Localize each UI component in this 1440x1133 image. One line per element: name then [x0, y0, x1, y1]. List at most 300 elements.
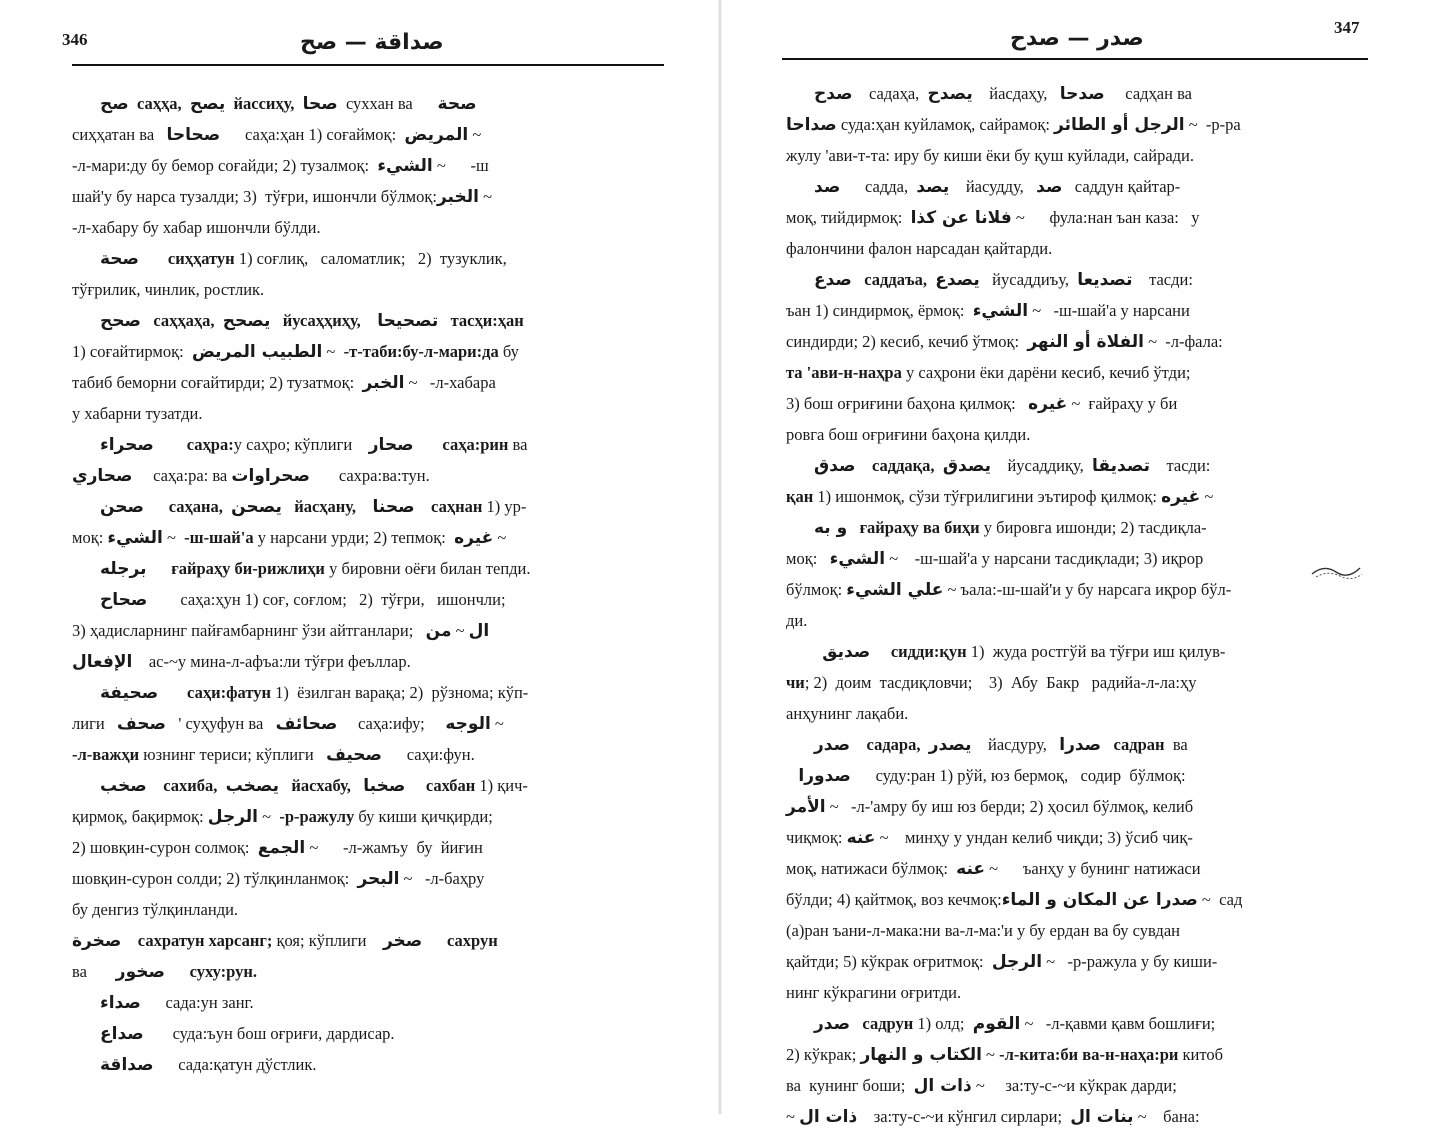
definition-text: 3) ҳадисларнинг пайғамбарнинг ўзи айтганлари; [72, 621, 426, 640]
entry-line [72, 88, 672, 119]
definition-text: ~ [981, 1045, 1000, 1064]
entry-lines [786, 78, 1382, 1132]
arabic-headword: صحح [100, 311, 141, 331]
arabic-headword: صحا [302, 94, 338, 114]
definition-text: бўлмоқ: [786, 580, 847, 599]
arabic-headword: صدق [814, 456, 856, 476]
definition-text [182, 94, 190, 113]
entry-line [72, 305, 672, 336]
arabic-headword: فلانا عن كذا [910, 208, 1012, 228]
arabic-headword: صحة [100, 249, 139, 269]
entry-line [786, 791, 1382, 822]
arabic-headword: صخب [100, 776, 147, 796]
definition-text [847, 518, 859, 537]
arabic-headword: الشيء [972, 301, 1029, 321]
arabic-headword: صحف [117, 714, 166, 734]
entry-line [72, 398, 672, 429]
definition-text [147, 776, 164, 795]
definition-text: юзнинг териси; кўплиги [139, 745, 327, 764]
definition-text [927, 270, 935, 289]
definition-text: ~ сад [1197, 890, 1243, 909]
page-body [72, 88, 672, 1080]
entry-line [72, 863, 672, 894]
definition-text: сиҳҳатан ва [72, 125, 167, 144]
definition-text [438, 311, 450, 330]
definition-text: ~ бана: [1133, 1107, 1200, 1126]
arabic-headword: الشيء [829, 549, 886, 569]
definition-text: ~ [451, 621, 469, 640]
arabic-headword: يصحن [231, 497, 282, 517]
arabic-headword: صدح [814, 84, 853, 104]
entry-line [786, 450, 1382, 481]
left-page [0, 0, 720, 1114]
definition-text: ~ ғайраҳу у би [1067, 394, 1178, 413]
transliteration: саҳра: [186, 435, 234, 454]
arabic-headword: يصدق [942, 456, 991, 476]
entry-line [72, 212, 672, 243]
arabic-headword: صحاح [100, 590, 148, 610]
transliteration: садран [1113, 735, 1165, 754]
definition-text [422, 931, 447, 950]
definition-text: у саҳро; кўплиги [233, 435, 369, 454]
definition-text: у саҳрони ёки дарёни кесиб, кечиб ўтди; [901, 363, 1191, 382]
definition-text [415, 497, 432, 516]
definition-text: 1) соғлиқ, саломатлик; 2) тузуклик, [234, 249, 507, 268]
entry-line [72, 739, 672, 770]
definition-text: ровга бош оғриғини баҳона қилди. [786, 425, 1031, 444]
transliteration: -л-кита:би ва-н-наҳа:ри [999, 1045, 1179, 1064]
arabic-headword: ذات ال [913, 1076, 972, 1096]
arabic-headword: البحر [357, 869, 400, 889]
definition-text: сада:ун занг. [140, 993, 254, 1012]
entry-line [786, 1008, 1382, 1039]
arabic-headword: ذات ال [799, 1107, 858, 1127]
definition-text: нинг кўкрагини оғритди. [786, 983, 962, 1002]
definition-text: тасди: [1132, 270, 1193, 289]
entry-line [72, 460, 672, 491]
transliteration: тасҳи:ҳан [450, 311, 524, 330]
definition-text [356, 497, 373, 516]
definition-text: ва [72, 962, 116, 981]
entry-line [786, 481, 1382, 512]
arabic-headword: صداحا [786, 115, 837, 135]
definition-text [146, 559, 171, 578]
transliteration: йасхабу, [291, 776, 351, 795]
arabic-headword: صحنا [372, 497, 415, 517]
definition-text: тасди: [1149, 456, 1211, 475]
definition-text: саҳа:ҳун 1) соғ, соғлом; 2) тўғри, ишончли; [147, 590, 506, 609]
definition-text: йусаддиқу, [990, 456, 1093, 475]
transliteration: саддаъа, [864, 270, 927, 289]
transliteration: сидди:қун [890, 642, 967, 661]
definition-text [223, 497, 231, 516]
definition-text: моқ: [786, 549, 830, 568]
definition-text: жулу 'ави-т-та: иру бу киши ёки бу қуш куйлади, сайради. [786, 146, 1195, 165]
entry-line [72, 181, 672, 212]
definition-text [144, 497, 169, 516]
definition-text: ~ [322, 342, 344, 361]
definition-text: 2) шовқин-сурон солмоқ: [72, 838, 258, 857]
entry-line [786, 543, 1382, 574]
arabic-headword: الكتاب و النهار [860, 1045, 982, 1065]
definition-text: ~ -ш [432, 156, 489, 175]
entry-line [786, 512, 1382, 543]
transliteration: сахрун [446, 931, 498, 950]
transliteration: садара, [866, 735, 921, 754]
definition-text: ~ ъанҳу у бунинг натижаси [985, 859, 1201, 878]
definition-text: ~ -р-ра [1184, 115, 1241, 134]
definition-text: ва [1164, 735, 1188, 754]
transliteration: саҳҳа, [136, 94, 182, 113]
definition-text [165, 962, 190, 981]
arabic-headword: صحيفة [100, 683, 159, 703]
arabic-headword: الشيء [107, 528, 163, 548]
definition-text: суда:ҳан куйламоқ, сайрамоқ: [836, 115, 1055, 134]
arabic-headword: يصدح [927, 84, 973, 104]
arabic-headword: صحن [100, 497, 144, 517]
entry-line [72, 150, 672, 181]
entry-line [72, 770, 672, 801]
definition-text [351, 776, 363, 795]
arabic-headword: تصحيحا [377, 311, 439, 331]
transliteration: саҳнан [431, 497, 483, 516]
definition-text [361, 311, 378, 330]
transliteration: -ш-шай'а [184, 528, 254, 547]
arabic-headword: من [425, 621, 452, 641]
definition-text [217, 776, 225, 795]
arabic-headword: صد [1036, 177, 1063, 197]
header-rule [782, 58, 1368, 60]
definition-text: сахра:ва:тун. [309, 466, 430, 485]
transliteration: йусаҳҳиҳу, [282, 311, 361, 330]
arabic-headword: الفلاة أو النهر [1027, 332, 1144, 352]
arabic-headword: الشيء [377, 156, 433, 176]
entry-line [786, 574, 1382, 605]
definition-text: -л-хабару бу хабар ишончли бўлди. [72, 218, 321, 237]
arabic-headword: صدع [814, 270, 852, 290]
entry-line [72, 925, 672, 956]
definition-text [855, 456, 872, 475]
definition-text: ас-~у мина-л-афъа:ли тўғри феъллар. [132, 652, 411, 671]
entry-line [72, 119, 672, 150]
definition-text: лиги [72, 714, 118, 733]
entry-line [786, 977, 1382, 1008]
entry-line [786, 667, 1382, 698]
entry-line [786, 605, 1382, 636]
arabic-headword: صد [814, 177, 841, 197]
definition-text: қоя; кўплиги [272, 931, 383, 950]
arabic-headword: صدورا [798, 766, 851, 786]
definition-text [121, 931, 138, 950]
transliteration: -т-таби:бу-л-мари:да [343, 342, 499, 361]
arabic-headword: صحاري [72, 466, 133, 486]
definition-text: саҳи:фун. [381, 745, 475, 764]
arabic-headword: صدرا عن المكان و الماء [1001, 890, 1198, 910]
entry-line [72, 646, 672, 677]
definition-text: саҳа:ҳан 1) соғаймоқ: [220, 125, 405, 144]
transliteration: йасҳану, [294, 497, 357, 516]
definition-text: ~ [468, 125, 482, 144]
arabic-headword: بنات ال [1070, 1107, 1134, 1127]
transliteration: та 'ави-н-наҳра [786, 363, 902, 382]
definition-text: қайтди; 5) кўкрак оғритмоқ: [786, 952, 992, 971]
entry-line [786, 388, 1382, 419]
arabic-headword: الرجل [991, 952, 1043, 972]
definition-text: 2) кўкрак; [786, 1045, 861, 1064]
definition-text [850, 735, 867, 754]
arabic-headword: صدر [814, 735, 851, 755]
definition-text: ~ [493, 528, 507, 547]
definition-text: ' суҳуфун ва [165, 714, 276, 733]
definition-text: суххан ва [337, 94, 438, 113]
arabic-headword: صداع [100, 1024, 144, 1044]
arabic-headword: برجله [100, 559, 147, 579]
arabic-headword: صحائف [275, 714, 338, 734]
entry-line [72, 1018, 672, 1049]
entry-line [786, 698, 1382, 729]
arabic-headword: الرجل [207, 807, 259, 827]
arabic-headword: صدر [814, 1014, 851, 1034]
arabic-headword: الطبيب المريض [191, 342, 323, 362]
arabic-headword: صحار [368, 435, 414, 455]
definition-text: саҳа:ра: ва [132, 466, 232, 485]
definition-text [852, 270, 864, 289]
running-header: صدر — صدح [1010, 26, 1144, 51]
definition-text: китоб [1178, 1045, 1224, 1064]
arabic-headword: صديق [822, 642, 871, 662]
arabic-headword: يصدع [935, 270, 980, 290]
entry-line [72, 832, 672, 863]
definition-text: суду:ран 1) рўй, юз бермоқ, содир бўлмоқ: [850, 766, 1186, 785]
right-page [720, 0, 1440, 1127]
definition-text: қирмоқ, бақирмоқ: [72, 807, 208, 826]
transliteration: сахиба, [163, 776, 218, 795]
definition-text: 1) ур- [482, 497, 527, 516]
definition-text: -л-мари:ду бу бемор соғайди; 2) тузалмоқ: [72, 156, 378, 175]
entry-line [786, 202, 1382, 233]
definition-text: йасдуру, [971, 735, 1060, 754]
arabic-headword: و به [814, 518, 848, 538]
definition-text: ~ за:ту-с-~и кўкрак дарди; [971, 1076, 1177, 1095]
entry-line [786, 729, 1382, 760]
definition-text: бу киши қичқирди; [354, 807, 493, 826]
definition-text [294, 94, 302, 113]
arabic-headword: غيره [454, 528, 494, 548]
definition-text [270, 311, 282, 330]
definition-text: ~ -л-жамъу бу йиғин [305, 838, 483, 857]
definition-text: табиб беморни соғайтирди; 2) тузатмоқ: [72, 373, 363, 392]
page-body [786, 78, 1382, 1132]
definition-text: моқ: [72, 528, 108, 547]
definition-text: ъан 1) синдирмоқ, ёрмоқ: [786, 301, 973, 320]
arabic-headword: يصحح [222, 311, 271, 331]
arabic-headword: يصد [916, 177, 950, 197]
entry-line [786, 946, 1382, 977]
definition-text: ди. [786, 611, 808, 630]
transliteration: саҳҳаҳа, [153, 311, 215, 330]
definition-text: ~ -р-ражула у бу киши- [1042, 952, 1218, 971]
entry-line [72, 274, 672, 305]
arabic-headword: صحراوات [231, 466, 310, 486]
definition-text: синдирди; 2) кесиб, кечиб ўтмоқ: [786, 332, 1028, 351]
definition-text: ; 2) доим тасдиқловчи; 3) Абу Бакр радийа-л-ла:ҳу [804, 673, 1197, 692]
entry-line [786, 1039, 1382, 1070]
definition-text [920, 735, 928, 754]
transliteration: саҳана, [168, 497, 223, 516]
arabic-headword: عنه [956, 859, 986, 879]
definition-text: у бировни оёғи билан тепди. [324, 559, 531, 578]
running-header: صداقة — صح [300, 30, 444, 55]
entry-line [786, 326, 1382, 357]
definition-text [129, 94, 137, 113]
definition-text [158, 683, 187, 702]
entry-line [72, 553, 672, 584]
entry-line [72, 367, 672, 398]
definition-text [1101, 735, 1113, 754]
definition-text: йусаддиъу, [979, 270, 1078, 289]
definition-text: 1) қич- [475, 776, 528, 795]
definition-text [850, 1014, 862, 1033]
transliteration: суху:рун. [189, 962, 258, 981]
arabic-headword: غيره [1161, 487, 1201, 507]
arabic-headword: صداقة [100, 1055, 154, 1075]
definition-text: чиқмоқ: [786, 828, 847, 847]
arabic-headword: تصديعا [1077, 270, 1133, 290]
arabic-headword: يصح [189, 94, 226, 114]
arabic-headword: صخرة [72, 931, 122, 951]
definition-text: ~ ъала:-ш-шай'и у бу нарсага иқрор бўл- [943, 580, 1232, 599]
header-rule [72, 64, 664, 66]
arabic-headword: صخر [382, 931, 423, 951]
entry-line [72, 987, 672, 1018]
definition-text: 1) олд; [913, 1014, 973, 1033]
transliteration: -р-ражулу [279, 807, 355, 826]
entry-line [72, 522, 672, 553]
transliteration: ғайраҳу ва биҳи [859, 518, 980, 537]
entry-line [786, 915, 1382, 946]
transliteration: садрун [862, 1014, 914, 1033]
definition-text: за:ту-с-~и кўнгил сирлари; [857, 1107, 1071, 1126]
entry-line [786, 884, 1382, 915]
entry-line [786, 357, 1382, 388]
arabic-headword: تصديقا [1092, 456, 1150, 476]
definition-text: ~ -л-фала: [1143, 332, 1223, 351]
entry-line [72, 336, 672, 367]
arabic-headword: صحة [437, 94, 477, 114]
transliteration: саддақа, [871, 456, 935, 475]
page-number: 347 [1334, 18, 1360, 37]
transliteration: қан [786, 487, 814, 506]
entry-line [786, 1101, 1382, 1132]
definition-text [154, 435, 187, 454]
entry-line [786, 264, 1382, 295]
arabic-headword: الإفعال [72, 652, 133, 672]
arabic-headword: صخور [115, 962, 165, 982]
definition-text: ~ -ш-шай'а у нарсани [1028, 301, 1190, 320]
definition-text: бўлди; 4) қайтмоқ, воз кечмоқ: [786, 890, 1002, 909]
arabic-headword: ال [468, 621, 490, 641]
definition-text: моқ, натижаси бўлмоқ: [786, 859, 957, 878]
definition-text: ~ -л-'амру бу иш юз берди; 2) ҳосил бўлмоқ, келиб [825, 797, 1194, 816]
definition-text: саддун қайтар- [1062, 177, 1181, 196]
transliteration: саҳи:фатун [187, 683, 271, 702]
definition-text: моқ, тийдирмоқ: [786, 208, 911, 227]
definition-text: бу денгиз тўлқинланди. [72, 900, 239, 919]
definition-text: бу [498, 342, 519, 361]
arabic-headword: عنه [846, 828, 876, 848]
definition-text [814, 642, 822, 661]
transliteration: -л-важҳи [72, 745, 140, 764]
definition-text: йасудду, [949, 177, 1037, 196]
arabic-headword: القوم [972, 1014, 1021, 1034]
definition-text: 1) жуда ростгўй ва тўғри иш қилув- [966, 642, 1226, 661]
definition-text: шовқин-сурон солди; 2) тўлқинланмоқ: [72, 869, 358, 888]
arabic-headword: الخبر [436, 187, 479, 207]
definition-text: 1) ёзилган варақа; 2) рўзнома; кўп- [270, 683, 529, 702]
entry-line [72, 708, 672, 739]
entry-lines [72, 88, 672, 1080]
definition-text [405, 776, 426, 795]
arabic-headword: صحاحا [166, 125, 221, 145]
definition-text: ~ -ш-шай'а у нарсани тасдиқлади; 3) иқрор [885, 549, 1204, 568]
arabic-headword: صداء [100, 993, 141, 1013]
definition-text: садда, [840, 177, 917, 196]
transliteration: йассиҳу, [233, 94, 295, 113]
definition-text: ~ -л-баҳру [399, 869, 485, 888]
definition-text [279, 776, 291, 795]
definition-text: у нарсани урди; 2) тепмоқ: [253, 528, 455, 547]
entry-line [786, 1070, 1382, 1101]
definition-text [870, 642, 891, 661]
definition-text: саҳа:ифу; [337, 714, 446, 733]
entry-line [786, 853, 1382, 884]
definition-text: у хабарни тузатди. [72, 404, 203, 423]
definition-text: ~ -л-қавми қавм бошлиғи; [1020, 1014, 1216, 1033]
page-number: 346 [62, 30, 88, 49]
definition-text: ва [508, 435, 528, 454]
entry-line [72, 894, 672, 925]
arabic-headword: صدحا [1059, 84, 1105, 104]
arabic-headword: الجمع [257, 838, 306, 858]
definition-text: ~ фула:нан ъан каза: у [1011, 208, 1200, 227]
arabic-headword: غيره [1028, 394, 1068, 414]
arabic-headword: الأمر [786, 797, 826, 817]
definition-text: ~ минҳу у ундан келиб чиқди; 3) ўсиб чиқ- [875, 828, 1193, 847]
definition-text: анҳунинг лақаби. [786, 704, 909, 723]
definition-text [935, 456, 943, 475]
entry-line [786, 636, 1382, 667]
entry-line [786, 295, 1382, 326]
definition-text: ~ -л-хабара [404, 373, 496, 392]
definition-text: ~ [258, 807, 280, 826]
definition-text: ~ [1200, 487, 1214, 506]
definition-text: 1) соғайтирмоқ: [72, 342, 192, 361]
entry-line [72, 429, 672, 460]
definition-text: суда:ъун бош оғриғи, дардисар. [143, 1024, 395, 1043]
definition-text: 3) бош оғриғини баҳона қилмоқ: [786, 394, 1029, 413]
entry-line [72, 243, 672, 274]
definition-text [282, 497, 294, 516]
arabic-headword: صحراء [100, 435, 154, 455]
arabic-headword: صحيف [326, 745, 382, 765]
transliteration: сиҳҳатун [167, 249, 235, 268]
entry-line [786, 78, 1382, 109]
arabic-headword: علي الشيء [846, 580, 944, 600]
entry-line [786, 419, 1382, 450]
printer-ornament-mark [1310, 562, 1364, 580]
definition-text: ~ [786, 1107, 800, 1126]
transliteration: саҳа:рин [442, 435, 509, 454]
